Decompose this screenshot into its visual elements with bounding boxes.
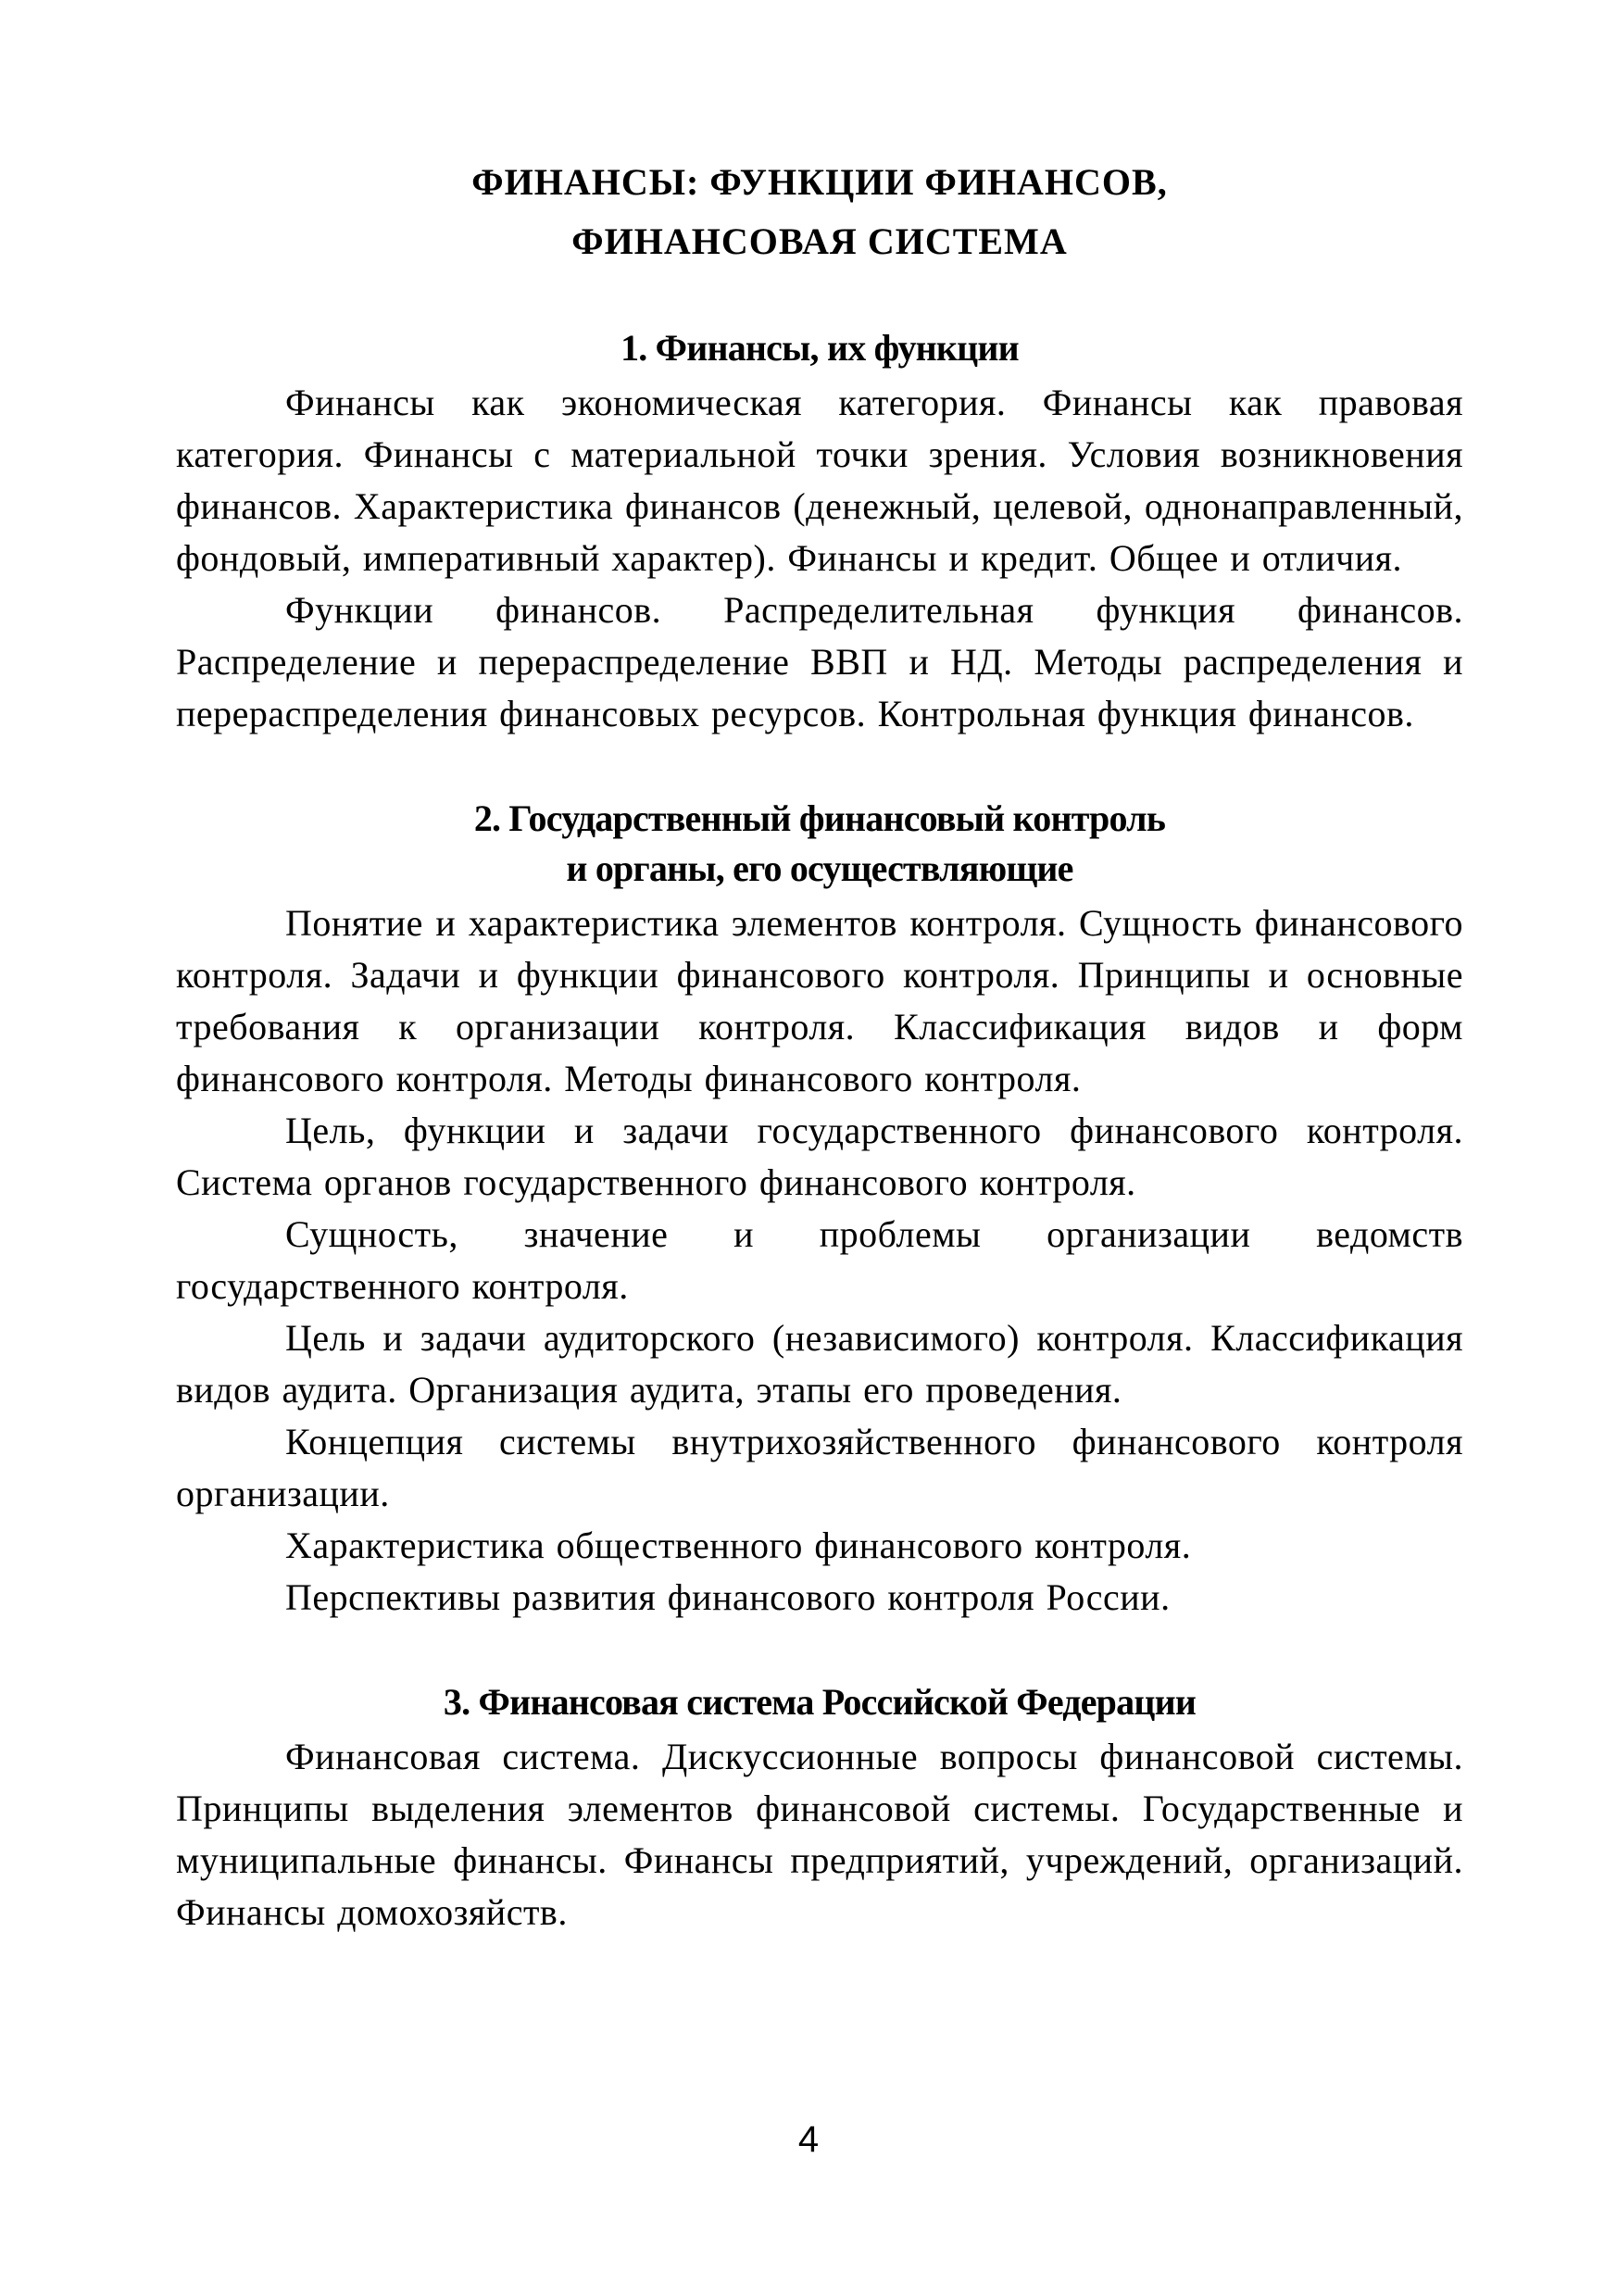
page-content [176, 153, 1463, 1938]
section-2 [176, 794, 1463, 1624]
section-2-paragraph-4: Цель и задачи аудиторского (независимого) контроля. Классификация видов аудита. Организация аудита, этапы его проведения. [176, 1317, 1463, 1411]
section-3-heading-line-1: 3. Финансовая система Российской Федерации [443, 1681, 1197, 1723]
section-2-paragraph-3: Сущность, значение и проблемы организации ведомств государственного контроля. [176, 1213, 1463, 1307]
section-1-paragraph-1: Финансы как экономическая категория. Финансы как правовая категория. Финансы с материальной точки зрения. Условия возникновения финансов. Характеристика финансов (денежный, целевой, однонаправленный, фондовый, императивный характер). Финансы и кредит. Общее и отличия. [176, 382, 1463, 579]
page-number: 4 [797, 2119, 820, 2160]
section-1 [176, 323, 1463, 740]
title-line-1: ФИНАНСЫ: ФУНКЦИИ ФИНАНСОВ, [471, 161, 1168, 203]
section-2-heading [176, 794, 1463, 894]
section-3-paragraph-1: Финансовая система. Дискуссионные вопросы финансовой системы. Принципы выделения элементов финансовой системы. Государственные и муниципальные финансы. Финансы предприятий, учреждений, организаций. Финансы домохозяйств. [176, 1736, 1463, 1933]
section-1-heading [176, 323, 1463, 373]
section-2-paragraph-1: Понятие и характеристика элементов контроля. Сущность финансового контроля. Задачи и функции финансового контроля. Принципы и основные требования к организации контроля. Классификация видов и форм финансового контроля. Методы финансового контроля. [176, 902, 1463, 1099]
page-title [176, 153, 1463, 271]
section-2-paragraph-7: Перспективы развития финансового контроля России. [285, 1576, 1171, 1618]
section-2-paragraph-2: Цель, функции и задачи государственного финансового контроля. Система органов государственного финансового контроля. [176, 1110, 1463, 1203]
section-2-heading-line-1: 2. Государственный финансовый контроль [473, 797, 1166, 839]
section-3-heading [176, 1677, 1463, 1727]
section-2-paragraph-5: Концепция системы внутрихозяйственного финансового контроля организации. [176, 1421, 1463, 1514]
section-2-paragraph-6: Характеристика общественного финансового контроля. [285, 1524, 1192, 1566]
section-1-heading-line-1: 1. Финансы, их функции [620, 327, 1019, 369]
title-line-2: ФИНАНСОВАЯ СИСТЕМА [571, 220, 1068, 262]
section-2-heading-line-2: и органы, его осуществляющие [566, 847, 1073, 889]
section-1-paragraph-2: Функции финансов. Распределительная функция финансов. Распределение и перераспределение ВВП и НД. Методы распределения и перераспределения финансовых ресурсов. Контрольная функция финансов. [176, 589, 1463, 734]
section-3 [176, 1677, 1463, 1938]
